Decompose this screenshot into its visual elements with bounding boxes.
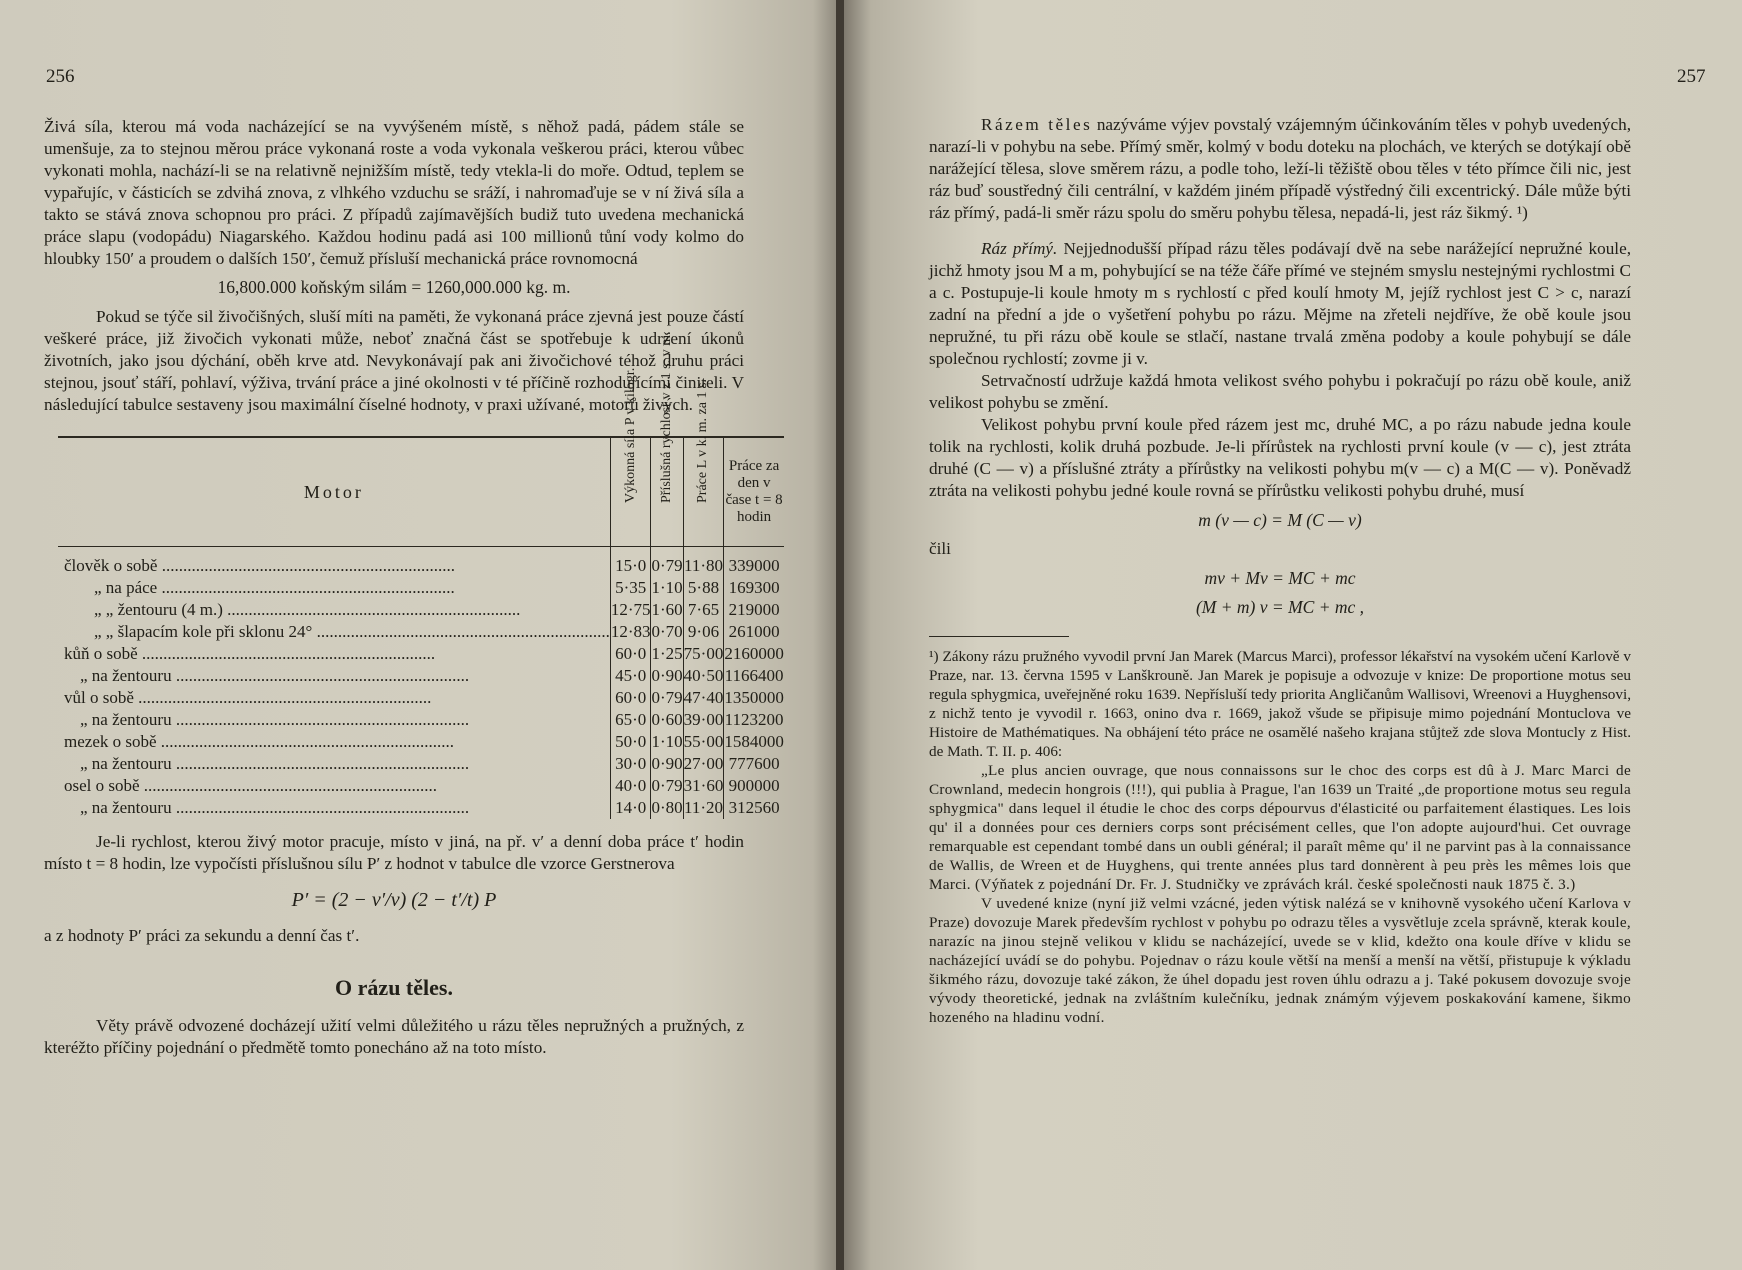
right-column xyxy=(929,114,1631,1027)
section-heading: O rázu těles. xyxy=(335,975,453,1000)
footnote-paragraph: V uvedené knize (nyní již velmi vzácné, jeden výtisk nalézá se v knihovně vysokého učení Karlova v Praze) dovozuje Marek především rychlost v pohybu po odrazu těles a vysvětluje zcela správně, kterak koule, narazíc na jinou stejně velikou v klidu se nacházející, uvede se v klid, kdežto ona koule dříve v klidu se nacházející uvádí se do pohybu. Pojednav o rázu koule větší na menší a menší na větší, přistupuje k výkladu šikmého rázu, dovozuje také zákon, že úhel dopadu jest roven úhlu odrazu a j. Také pokusem dovozuje svoje vývody theoretické, jednak na zvláštním kulečníku, jednak známým výjevem poskakování kamene, šikmo hozeného na hladinu vodní. xyxy=(929,895,1631,1026)
table-row: „ na žentouru ..... 14·0 0·80 11·20 312560 xyxy=(58,797,784,819)
equation: mv + Mv = MC + mc xyxy=(1204,568,1356,588)
footnote xyxy=(929,647,1631,1027)
table-row: mezek o sobě ..... 50·0 1·10 55·00 1584000 xyxy=(58,731,784,753)
table-row: vůl o sobě ..... 60·0 0·79 47·40 1350000 xyxy=(58,687,784,709)
equation: m (v — c) = M (C — v) xyxy=(1198,510,1362,530)
table-header-speed: Příslušná rychlost v z 1 s. v m. xyxy=(659,331,675,503)
page-number: 256 xyxy=(46,66,75,87)
table-row: „ na žentouru ..... 65·0 0·60 39·00 1123200 xyxy=(58,709,784,731)
paragraph: Věty právě odvozené docházejí užití velmi důležitého u rázu těles nepružných a pružných, z kteréžto příčiny pojednání o předmětě tomto ponecháno až na toto místo. xyxy=(44,1016,744,1057)
table-row: kůň o sobě ..... 60·0 1·25 75·00 2160000 xyxy=(58,643,784,665)
paragraph: a z hodnoty P′ práci za sekundu a denní čas t′. xyxy=(44,926,360,945)
table-row: osel o sobě ..... 40·0 0·79 31·60 900000 xyxy=(58,775,784,797)
table-row: „ „ šlapacím kole při sklonu 24° ..... 12·83 0·70 9·06 261000 xyxy=(58,621,784,643)
table-header-motor: Motor xyxy=(58,437,610,547)
table-header-daily-work: Práce za den v čase t = 8 hodin xyxy=(724,437,784,547)
page-right xyxy=(844,0,1742,1270)
paragraph: Je-li rychlost, kterou živý motor pracuje, místo v jiná, na př. v′ a denní doba práce t′ hodin místo t = 8 hodin, lze vypočísti příslušnou sílu P′ z hodnot v tabulce dle vzorce Gerstnerova xyxy=(44,832,744,873)
table-row: „ „ žentouru (4 m.) ..... 12·75 1·60 7·65 219000 xyxy=(58,599,784,621)
paragraph: Pokud se týče sil živočišných, sluší míti na paměti, že vykonaná práce zjevná jest pouze částí veškeré práce, již živočich vykonati může, neboť značná část se spotřebuje k udržení úkonů životních, jako jsou dýchání, oběh krve atd. Nevykonávají pak ani živočichové téhož druhu práci stejnou, jsouť stáří, pohlaví, výživa, trvání práce a jiné okolnosti v té příčině rozhodujícími činiteli. V následující tabulce sestaveny jsou maximální číselné hodnoty, v praxi užívané, motorů živých. xyxy=(44,307,744,414)
table-row: „ na žentouru ..... 30·0 0·90 27·00 777600 xyxy=(58,753,784,775)
equation: 16,800.000 koňským silám = 1260,000.000 kg. m. xyxy=(217,277,571,297)
equation: (M + m) v = MC + mc , xyxy=(1195,597,1365,617)
footnote-paragraph: ¹) Zákony rázu pružného vyvodil první Jan Marek (Marcus Marci), professor lékařství na vysokém učení Karlově v Praze, nar. 13. června 1595 v Lanškrouně. Jan Marek je popisuje a odvozuje v knize: De proportione motus seu regula sphygmica, uveřejněné roku 1639. Nepřísluší tedy priorita Angličanům Wallisovi, Wreenovi a Huyghensovi, z nichž tento je vyvodil r. 1663, onino dva r. 1669, jakož všude se připisuje mimo pojednání Montuclova ve Histoire de Mathématiques. Na obhájení této práce ne osamělé našeho krajana stůjtež zde slova Montucly z Hist. de Math. T. II. p. 406: xyxy=(929,648,1631,760)
paragraph: Setrvačností udržuje každá hmota velikost svého pohybu i pokračují po rázu obě koule, aniž velikost pohybu se změní. xyxy=(929,371,1631,412)
table-header-work: Práce L v k. m. za 1 s. xyxy=(695,379,711,503)
table-row: člověk o sobě ..... 15·0 0·79 11·80 339000 xyxy=(58,547,784,578)
page-left xyxy=(0,0,838,1270)
paragraph: Rázem těles nazýváme výjev povstalý vzájemným účinkováním těles v pohyb uvedených, narazí-li v pohybu na sebe. Přímý směr, kolmý v bodu doteku na plochách, ve kterých se dotýkají obě narážející tělesa, slove směrem rázu, a podle toho, leží-li těžiště obou těles v této přímce čili nic, jest ráz buď soustředný čili centrální, v každém jiném případě výstředný čili excentrický. Dále může býti ráz přímý, padá-li směr rázu spolu do směru pohybu tělesa, nepadá-li, jest ráz šikmý. ¹) xyxy=(929,115,1631,222)
left-column xyxy=(44,116,784,1059)
table-row: „ na žentouru ..... 45·0 0·90 40·50 1166400 xyxy=(58,665,784,687)
term: Rázem těles xyxy=(981,115,1093,134)
gerstner-formula: P′ = (2 − v′/v) (2 − t′/t) P xyxy=(291,889,497,911)
paragraph: Ráz přímý. Nejjednodušší případ rázu těles podávají dvě na sebe narážející nepružné koule, jichž hmoty jsou M a m, pohybující se na téže čáře přímé ve stejném smyslu nestejnými rychlostmi C a c. Postupuje-li koule hmoty m s rychlostí c před koulí hmoty M, jejíž rychlost jest C > c, narazí zadní na přední a jde o vyšetření pohybu po rázu. Mějme na zřeteli nejdříve, že obě koule jsou nepružné, tu při rázu obě koule se stlačí, nastane trvalá změna podoby a koule pohybují se dále společnou rychlostí; zovme ji v. xyxy=(929,239,1631,368)
paragraph: Živá síla, kterou má voda nacházející se na vyvýšeném místě, s něhož padá, pádem stále se umenšuje, za to stejnou měrou práce vykonaná roste a voda vykonala veškerou práci, kterou vůbec vykonati mohla, nachází-li se na relativně nejnižším místě, tedy vtekla-li do moře. Odtud, teplem se vypařujíc, v částicích se zdvihá znova, z vlhkého vzduchu se sráží, i nahromaďuje se v ní živá síla a takto se stává znova schopnou pro práci. Z případů zajímavějších budiž tuto uvedena mechanická práce slapu (vodopádu) Niagarského. Každou hodinu padá asi 100 millionů tůní vody kolmo do hloubky 150′ a proudem o dalších 150′, čemuž přísluší mechanická práce rovnomocná xyxy=(44,117,744,268)
footnote-rule xyxy=(929,636,1069,637)
table-header-force: Výkonná síla P v kilogr. xyxy=(622,367,638,503)
table-row: „ na páce ..... 5·35 1·10 5·88 169300 xyxy=(58,577,784,599)
footnote-quote: „Le plus ancien ouvrage, que nous connaissons sur le choc des corps est dû à J. Marc Marci de Crownland, medecin hongrois (!!!), qui publia à Prague, l'an 1639 un Traité „de proportione motus seu regula sphygmica" dans lequel il étudie le choc des corps dépourvus d'élasticité ou parfaitement élastiques. Les lois qu' il a données pour ces derniers corps sont précisément celles, que l'on adopte aujourd'hui. Cet ouvrage remarquable est cependant tombé dans un oubli général; il paraît même qu' il ne parvint pas à la connaissance de Wallis, de Wreen et de Huyghens, qui trente années plus tard donnèrent à peu près les mêmes lois que Marci. (Výňatek z pojednání Dr. Fr. J. Studničky ve zprávách král. české společnosti nauk 1875 č. 3.) xyxy=(929,762,1631,893)
term: Ráz přímý. xyxy=(981,239,1058,258)
page-number: 257 xyxy=(1677,66,1706,87)
conjunction: čili xyxy=(929,539,951,558)
paragraph: Velikost pohybu první koule před rázem jest mc, druhé MC, a po rázu nabude jedna koule tolik na rychlosti, kolik druhá pozbude. Je-li přírůstek na rychlosti první koule (v — c), jest ztráta druhé (C — v) a příslušné ztráty a přírůstky na velikosti pohybu m(v — c) a M(C — v). Poněvadž ztráta na velikosti pohybu jedné koule rovná se přírůstku velikosti pohybu druhé, musí xyxy=(929,415,1631,500)
